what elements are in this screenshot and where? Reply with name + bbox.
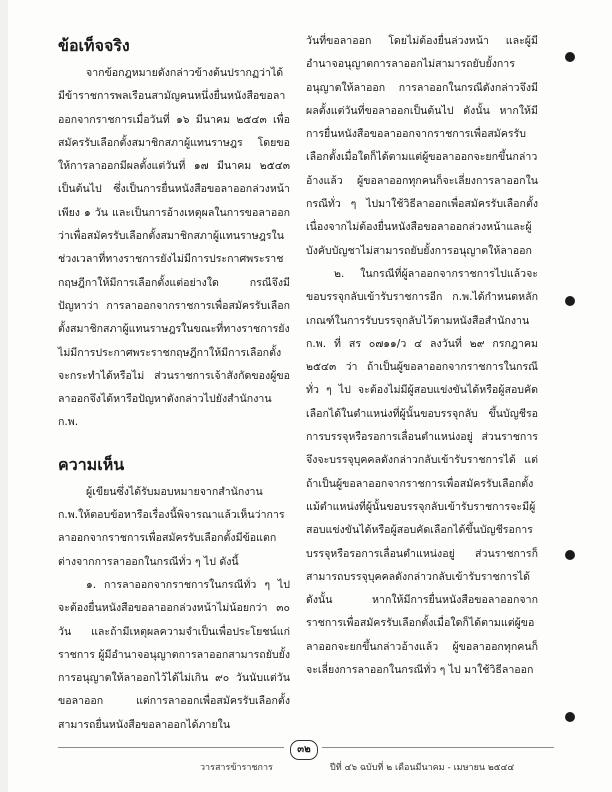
binder-hole-icon — [565, 550, 575, 560]
binder-hole-icon — [565, 296, 575, 306]
continued-paragraph: วันที่ขอลาออก โดยไม่ต้องยื่นล่วงหน้า และผู้มีอำนาจอนุญาตการลาออกไม่สามารถยับยั้งการอนุญาตให้ลาออก การลาออกในกรณีดังกล่าวจึงมีผลตั้งแต่วันที่ขอลาออกเป็นต้นไป ดังนั้น หากให้มีการยื่นหนังสือขอลาออกจากราชการเพื่อสมัครรับเลือกตั้งเมื่อใดก็ได้ตามแต่ผู้ขอลาออกจะยกขึ้นกล่าวอ้างแล้ว ผู้ขอลาออกทุกคนก็จะเลี่ยงการลาออกในกรณีทั่ว ๆ ไปมาใช้วิธีลาออกเพื่อสมัครรับเลือกตั้ง เนื่องจากไม่ต้องยื่นหนังสือขอลาออกล่วงหน้าและผู้บังคับบัญชาไม่สามารถยับยั้งการอนุญาตให้ลาออก — [306, 35, 538, 257]
point1-paragraph: ๑. การลาออกจากราชการในกรณีทั่ว ๆ ไป จะต้องยื่นหนังสือขอลาออกล่วงหน้าไม่น้อยกว่า ๓๐ วัน และถ้ามีเหตุผลความจำเป็นเพื่อประโยชน์แก่ราชการ ผู้มีอำนาจอนุญาตการลาออกสามารถยับยั้งการอนุญาตให้ลาออกไว้ได้ไม่เกิน ๙๐ วันนับแต่วันขอลาออก แต่การลาออกเพื่อสมัครรับเลือกตั้งสามารถยื่นหนังสือขอลาออกได้ภายใน — [58, 578, 291, 731]
point2-paragraph: ๒. ในกรณีที่ผู้ลาออกจากราชการไปแล้วจะขอบรรจุกลับเข้ารับราชการอีก ก.พ.ได้กำหนดหลักเกณฑ์ในการรับบรรจุกลับไว้ตามหนังสือสำนักงาน ก.พ. ที่ สร ๐๗๑๑/ว ๔ ลงวันที่ ๒๙ กรกฎาคม ๒๕๔๓ ว่า ถ้าเป็นผู้ขอลาออกจากราชการในกรณีทั่ว ๆ ไป จะต้องไม่มีผู้สอบแข่งขันได้หรือผู้สอบคัดเลือกได้ในตำแหน่งที่ผู้นั้นขอบรรจุกลับ ขึ้นบัญชีรอการบรรจุหรือรอการเลื่อนตำแหน่งอยู่ ส่วนราชการจึงจะบรรจุบุคคลดังกล่าวกลับเข้ารับราชการได้ แต่ถ้าเป็นผู้ขอลาออกจากราชการเพื่อสมัครรับเลือกตั้ง แม้ตำแหน่งที่ผู้นั้นขอบรรจุกลับเข้ารับราชการจะมีผู้สอบแข่งขันได้หรือผู้สอบคัดเลือกได้ขึ้นบัญชีรอการบรรจุหรือรอการเลื่อนตำแหน่งอยู่ ส่วนราชการก็สามารถบรรจุบุคคลดังกล่าวกลับเข้ารับราชการได้ ดังนั้น หากให้มีการยื่นหนังสือขอลาออกจากราชการเพื่อสมัครรับเลือกตั้งเมื่อใดก็ได้ตามแต่ผู้ขอลาออกจะยกขึ้นกล่าวอ้างแล้ว ผู้ขอลาออกทุกคนก็จะเลี่ยงการลาออกในกรณีทั่ว ๆ ไป มาใช้วิธีลาออก — [306, 267, 538, 677]
footer-rule-right — [322, 747, 554, 748]
facts-heading: ข้อเท็จจริง — [58, 36, 130, 55]
opinion-heading: ความเห็น — [58, 454, 125, 474]
footer-rule-left — [58, 747, 284, 748]
facts-paragraph: จากข้อกฎหมายดังกล่าวข้างต้นปรากฏว่าได้มีข้าราชการพลเรือนสามัญคนหนึ่งยื่นหนังสือขอลาออกจากราชการเมื่อวันที่ ๑๖ มีนาคม ๒๕๔๓ เพื่อสมัครรับเลือกตั้งสมาชิกสภาผู้แทนราษฎร โดยขอให้การลาออกมีผลตั้งแต่วันที่ ๑๗ มีนาคม ๒๕๔๓ เป็นต้นไป ซึ่งเป็นการยื่นหนังสือขอลาออกล่วงหน้าเพียง ๑ วัน และเป็นการอ้างเหตุผลในการขอลาออกว่าเพื่อสมัครรับเลือกตั้งสมาชิกสภาผู้แทนราษฎรในช่วงเวลาที่ทางราชการยังไม่มีการประกาศพระราชกฤษฎีกาให้มีการเลือกตั้งแต่อย่างใด กรณีจึงมีปัญหาว่า การลาออกจากราชการเพื่อสมัครรับเลือกตั้งสมาชิกสภาผู้แทนราษฎรในขณะที่ทางราชการยังไม่มีการประกาศพระราชกฤษฎีกาให้มีการเลือกตั้งจะกระทำได้หรือไม่ ส่วนราชการเจ้าสังกัดของผู้ขอลาออกจึงได้หารือปัญหาดังกล่าวไปยังสำนักงาน ก.พ. — [58, 67, 290, 429]
opinion-paragraph: ผู้เขียนซึ่งได้รับมอบหมายจากสำนักงาน ก.พ.ให้ตอบข้อหารือเรื่องนี้พิจารณาแล้วเห็นว่าการลาออกจากราชการเพื่อสมัครรับเลือกตั้งมีข้อแตกต่างจากการลาออกในกรณีทั่ว ๆ ไป ดังนี้ — [58, 485, 285, 568]
page-number: ๓๒ — [290, 740, 318, 760]
left-column — [58, 30, 290, 737]
journal-name: วารสารข้าราชการ — [200, 763, 273, 773]
binder-hole-icon — [565, 52, 575, 62]
right-column — [306, 30, 538, 682]
issue-info: ปีที่ ๔๖ ฉบับที่ ๒ เดือนมีนาคม - เมษายน ๒๕๔๔ — [330, 763, 515, 773]
scan-margin — [0, 0, 8, 792]
binder-hole-icon — [565, 712, 575, 722]
